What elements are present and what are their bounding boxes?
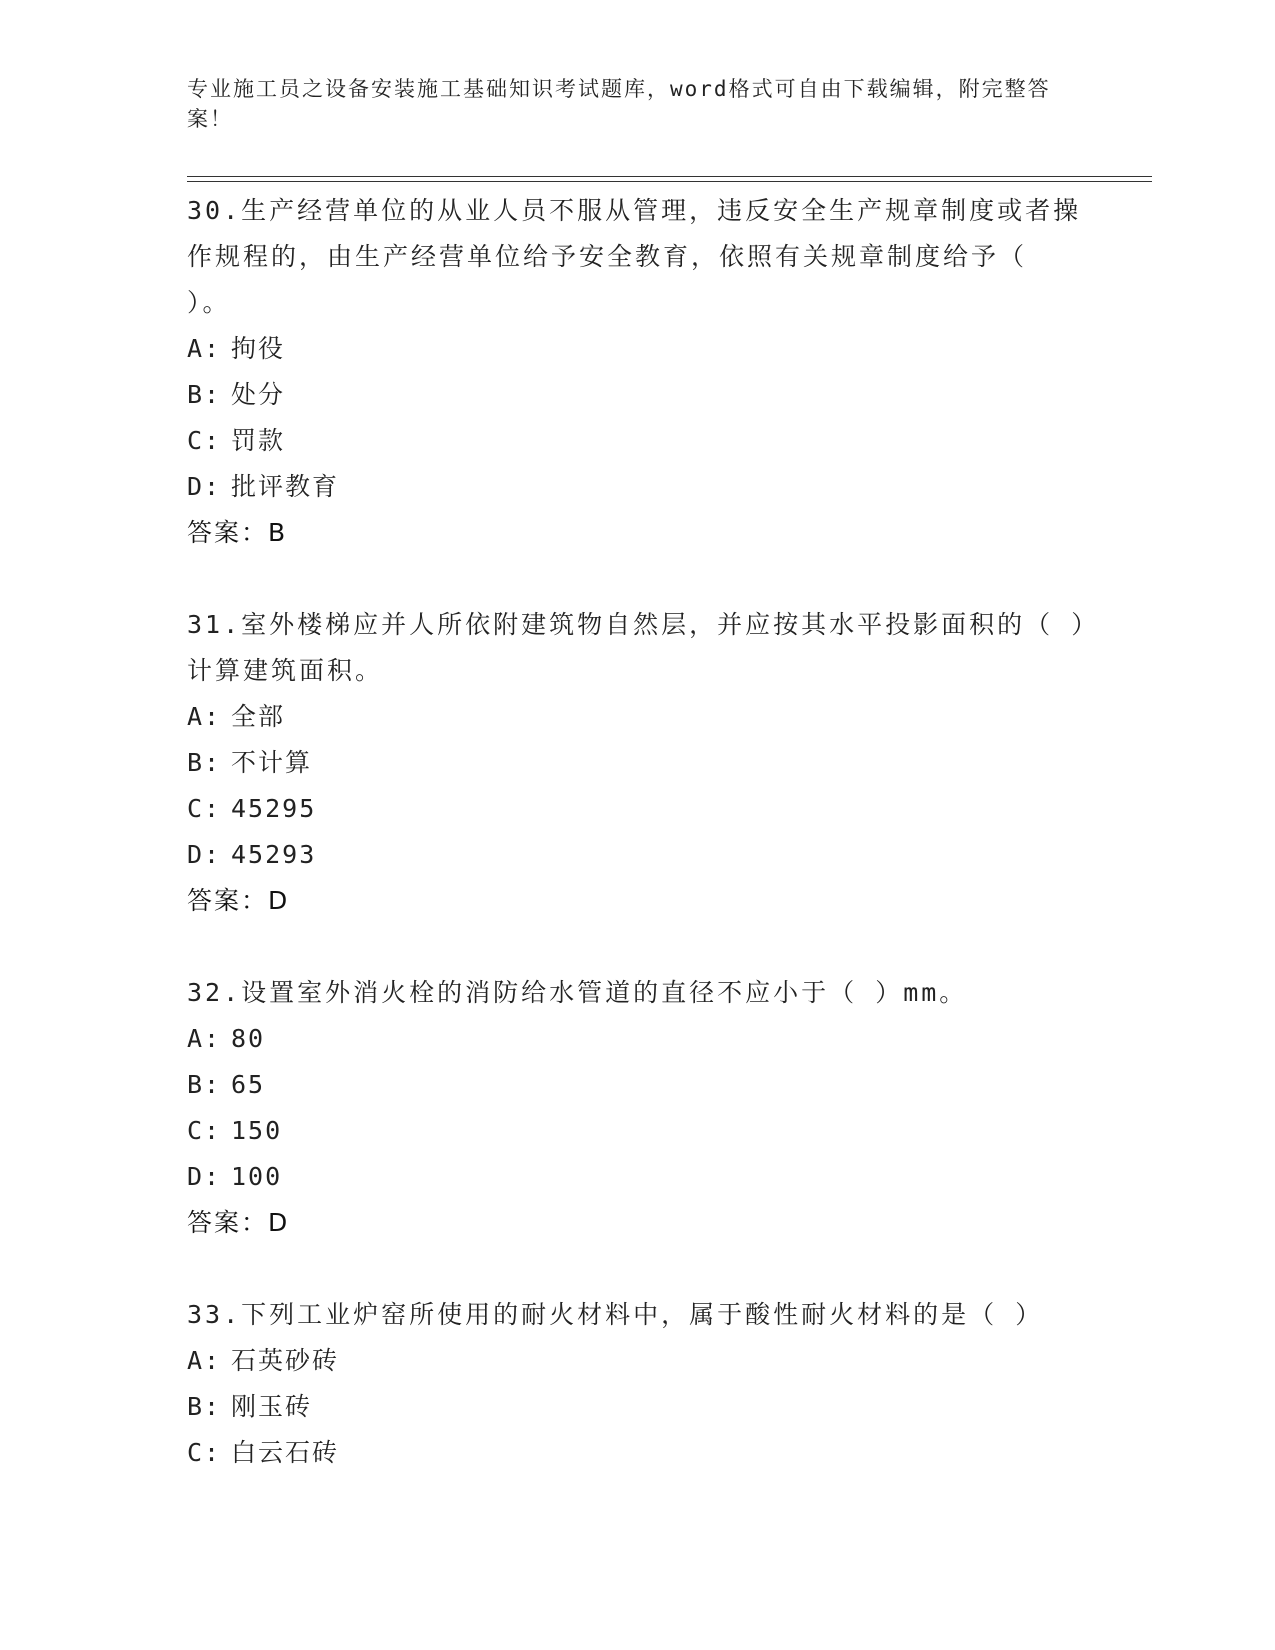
- option-a: [187, 694, 1087, 740]
- answer-line: 答案：D: [187, 1208, 290, 1237]
- option-text: 45293: [231, 840, 317, 869]
- option-b: [187, 372, 1087, 418]
- question-body: 设置室外消火栓的消防给水管道的直径不应小于（ ）mm。: [241, 978, 968, 1007]
- question-31: [187, 602, 1087, 924]
- question-body: 室外楼梯应并人所依附建筑物自然层，并应按其水平投影面积的（ ）计算建筑面积。: [187, 610, 1087, 685]
- option-a: [187, 1016, 1087, 1062]
- option-text: 150: [231, 1116, 283, 1145]
- question-number: 31.: [187, 610, 242, 639]
- header-rule-bottom: [187, 181, 1152, 182]
- question-body: 下列工业炉窑所使用的耐火材料中，属于酸性耐火材料的是（ ）: [241, 1300, 1044, 1329]
- option-c: [187, 786, 1087, 832]
- option-text: 罚款: [231, 426, 286, 455]
- option-letter: C:: [187, 1438, 222, 1467]
- question-body: 生产经营单位的从业人员不服从管理，违反安全生产规章制度或者操作规程的，由生产经营单位给予安全教育，依照有关规章制度给予（ ）。: [187, 196, 1082, 317]
- option-letter: A:: [187, 702, 222, 731]
- question-number: 33.: [187, 1300, 242, 1329]
- option-letter: A:: [187, 334, 222, 363]
- option-text: 石英砂砖: [231, 1346, 340, 1375]
- answer-line: 答案：B: [187, 518, 288, 547]
- option-c: [187, 1430, 1087, 1476]
- question-number: 32.: [187, 978, 242, 1007]
- option-letter: A:: [187, 1346, 222, 1375]
- option-text: 不计算: [231, 748, 313, 777]
- question-number: 30.: [187, 196, 242, 225]
- option-letter: B:: [187, 1392, 222, 1421]
- option-d: [187, 464, 1087, 510]
- question-text: [187, 188, 1087, 326]
- option-text: 批评教育: [231, 472, 340, 501]
- option-d: [187, 1154, 1087, 1200]
- option-text: 80: [231, 1024, 266, 1053]
- option-text: 65: [231, 1070, 266, 1099]
- answer-line: 答案：D: [187, 886, 290, 915]
- header-rule-top: [187, 176, 1152, 177]
- option-letter: C:: [187, 794, 222, 823]
- option-letter: D:: [187, 472, 222, 501]
- question-list: [187, 188, 1087, 1522]
- option-b: [187, 1062, 1087, 1108]
- option-letter: D:: [187, 1162, 222, 1191]
- option-text: 拘役: [231, 334, 286, 363]
- option-a: [187, 326, 1087, 372]
- question-32: [187, 970, 1087, 1246]
- option-c: [187, 418, 1087, 464]
- question-text: [187, 602, 1087, 694]
- option-b: [187, 740, 1087, 786]
- option-letter: B:: [187, 1070, 222, 1099]
- document-header: 专业施工员之设备安装施工基础知识考试题库，word格式可自由下载编辑，附完整答案！: [187, 77, 1051, 131]
- option-letter: A:: [187, 1024, 222, 1053]
- option-text: 100: [231, 1162, 283, 1191]
- question-33: [187, 1292, 1087, 1476]
- option-text: 45295: [231, 794, 317, 823]
- option-text: 全部: [231, 702, 286, 731]
- option-text: 刚玉砖: [231, 1392, 313, 1421]
- option-text: 处分: [231, 380, 286, 409]
- option-letter: B:: [187, 748, 222, 777]
- question-text: [187, 1292, 1087, 1338]
- question-30: [187, 188, 1087, 556]
- option-c: [187, 1108, 1087, 1154]
- option-letter: C:: [187, 1116, 222, 1145]
- option-d: [187, 832, 1087, 878]
- option-text: 白云石砖: [231, 1438, 340, 1467]
- option-b: [187, 1384, 1087, 1430]
- question-text: [187, 970, 1087, 1016]
- option-letter: B:: [187, 380, 222, 409]
- option-letter: D:: [187, 840, 222, 869]
- option-letter: C:: [187, 426, 222, 455]
- option-a: [187, 1338, 1087, 1384]
